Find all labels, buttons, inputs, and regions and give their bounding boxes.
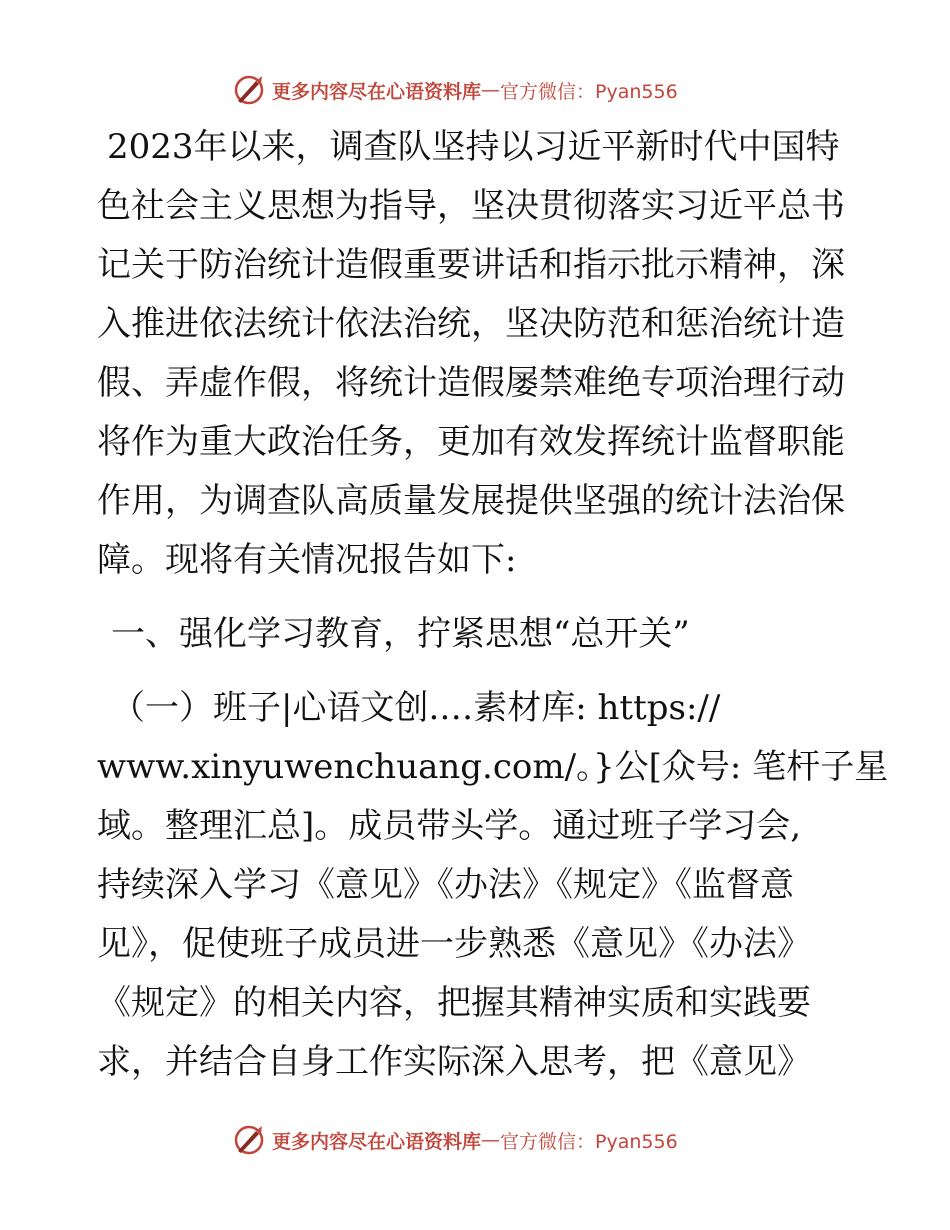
intro-line: 假、弄虚作假，将统计造假屡禁难绝专项治理行动: [97, 363, 845, 403]
footer-watermark: [232, 1120, 678, 1160]
subsection-line: 见》，促使班子成员进一步熟悉《意见》《办法》: [97, 924, 811, 964]
section-heading: 一、强化学习教育，拧紧思想“总开关”: [111, 614, 690, 654]
intro-line: 将作为重大政治任务，更加有效发挥统计监督职能: [97, 422, 845, 462]
intro-line: 记关于防治统计造假重要讲话和指示批示精神，深: [97, 245, 845, 285]
contact-text: 官方微信：Pyan556: [500, 80, 678, 103]
subsection-line: 求，并结合自身工作实际深入思考，把《意见》: [97, 1042, 811, 1082]
intro-line: 作用，为调查队高质量发展提供坚强的统计法治保: [97, 481, 845, 521]
subsection-line: （一）班子|心语文创.…素材库: https://: [111, 688, 721, 728]
intro-line: 色社会主义思想为指导，坚决贯彻落实习近平总书: [97, 186, 845, 226]
subsection-line: 《规定》的相关内容，把握其精神实质和实践要: [97, 983, 811, 1023]
promo-text: 更多内容尽在心语资料库: [272, 80, 482, 103]
promo-text: 更多内容尽在心语资料库: [272, 1130, 482, 1153]
intro-line: 入推进依法统计依法治统，坚决防范和惩治统计造: [97, 304, 845, 344]
subsection-line: 域。整理汇总]。成员带头学。通过班子学习会,: [97, 806, 802, 846]
quill-logo-icon: [232, 1123, 266, 1157]
subsection-line: www.xinyuwenchuang.com/。}公[众号: 笔杆子星: [97, 747, 889, 787]
header-watermark: [232, 70, 678, 110]
intro-line: 障。现将有关情况报告如下:: [97, 540, 517, 580]
separator: —: [481, 1129, 501, 1151]
document-body: [97, 118, 889, 1092]
subsection-line: 持续深入学习《意见》《办法》《规定》《监督意: [97, 865, 794, 905]
contact-text: 官方微信：Pyan556: [500, 1130, 678, 1153]
quill-logo-icon: [232, 73, 266, 107]
intro-line: 2023年以来，调查队坚持以习近平新时代中国特: [107, 127, 840, 167]
separator: —: [481, 79, 501, 101]
